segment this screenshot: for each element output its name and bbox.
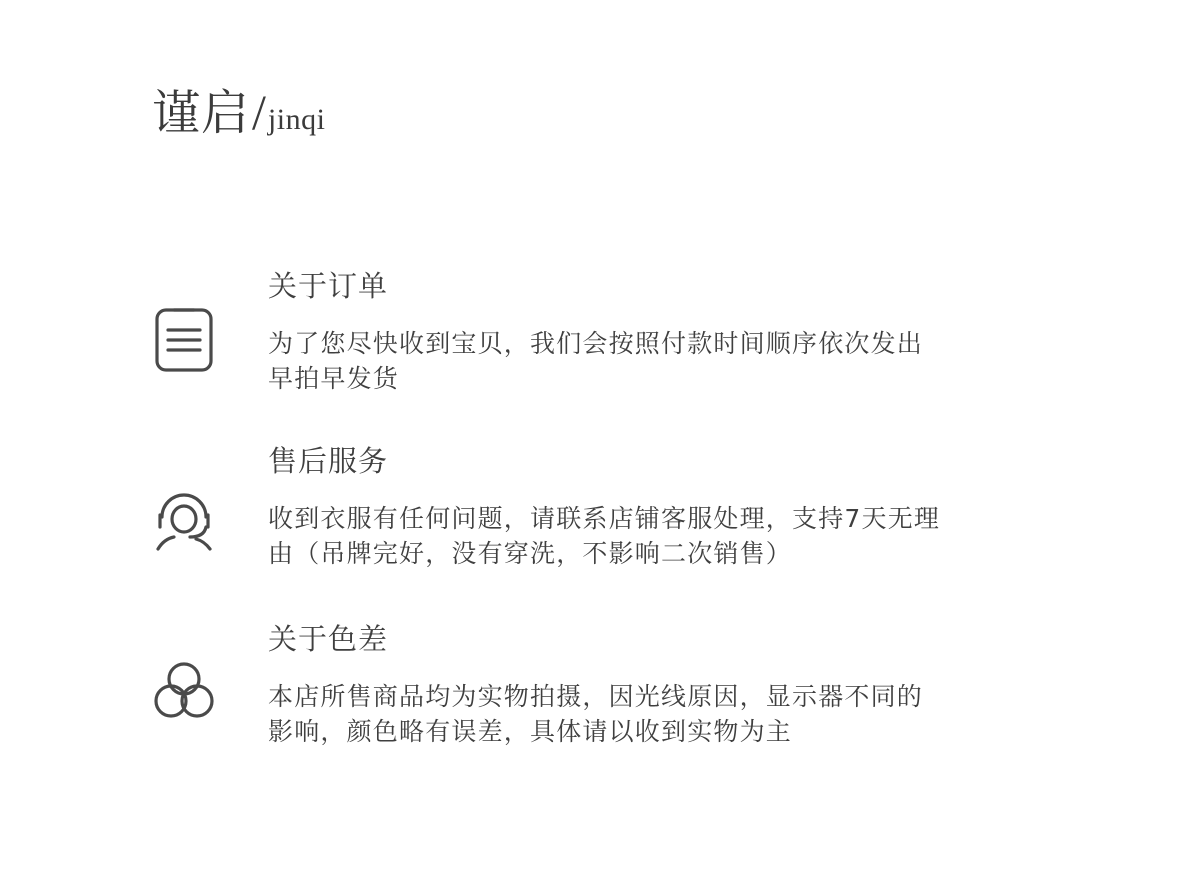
color-circles-icon	[152, 659, 216, 723]
section-body	[268, 679, 1028, 749]
section-heading: 售后服务	[268, 444, 389, 478]
section-body	[268, 326, 1028, 396]
title-separator: /	[252, 84, 266, 140]
section-body	[268, 501, 1028, 571]
page-title-pinyin: jinqi	[267, 103, 326, 136]
section-body-line: 为了您尽快收到宝贝，我们会按照付款时间顺序依次发出	[268, 329, 924, 358]
section-body-line: 由（吊牌完好，没有穿洗，不影响二次销售）	[268, 539, 793, 568]
section-body-line: 本店所售商品均为实物拍摄，因光线原因，显示器不同的	[268, 682, 924, 711]
customer-service-headset-icon	[152, 487, 216, 551]
section-body-line: 影响，颜色略有误差，具体请以收到实物为主	[268, 717, 793, 746]
section-body-line: 早拍早发货	[268, 364, 400, 393]
section-heading: 关于订单	[268, 269, 389, 303]
section-body-line: 收到衣服有任何问题，请联系店铺客服处理，支持7天无理	[268, 504, 941, 533]
page-header	[152, 82, 325, 152]
section-heading: 关于色差	[268, 622, 389, 656]
clipboard-list-icon	[152, 308, 216, 372]
page-title: 谨启	[152, 85, 251, 141]
